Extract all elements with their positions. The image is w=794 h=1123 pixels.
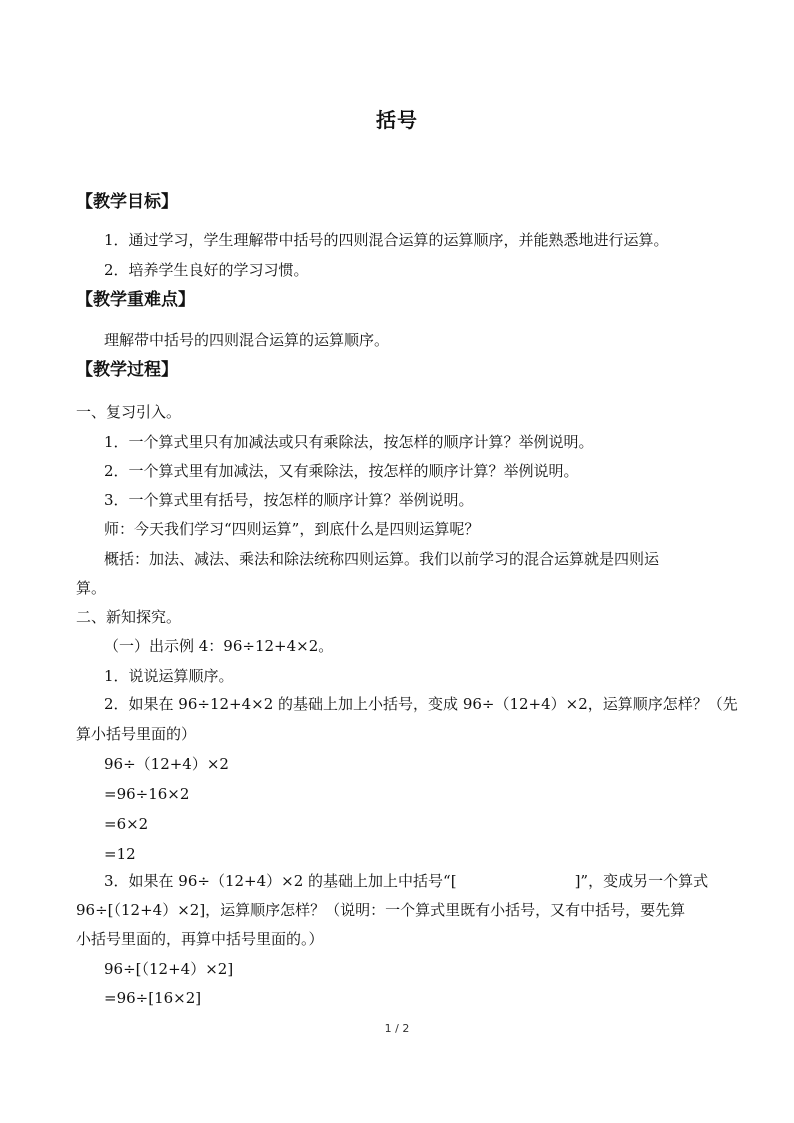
calc-line-2: =96÷16×2 <box>104 785 190 803</box>
goal-1: 1．通过学习，学生理解带中括号的四则混合运算的运算顺序，并能熟悉地进行运算。 <box>104 231 669 249</box>
teacher-line: 师：今天我们学习“四则运算”，到底什么是四则运算呢？ <box>104 520 480 538</box>
process-heading: 【教学过程】 <box>76 360 178 380</box>
calc-line-4: =12 <box>104 845 136 863</box>
key-points-text: 理解带中括号的四则混合运算的运算顺序。 <box>104 331 390 349</box>
step-3-line-1 <box>104 871 708 891</box>
review-question-3: 3．一个算式里有括号，按怎样的顺序计算？举例说明。 <box>104 491 474 509</box>
step-3-line-1-left: 3．如果在 96÷（12+4）×2 的基础上加上中括号“[ <box>104 872 457 890</box>
summary-line-1: 概括：加法、减法、乘法和除法统称四则运算。我们以前学习的混合运算就是四则运 <box>104 550 660 568</box>
step-1: 1．说说运算顺序。 <box>104 667 234 685</box>
review-question-2: 2．一个算式里有加减法，又有乘除法，按怎样的顺序计算？举例说明。 <box>104 462 579 480</box>
review-question-1: 1．一个算式里只有加减法或只有乘除法，按怎样的顺序计算？举例说明。 <box>104 433 594 451</box>
step-2-line-1: 2．如果在 96÷12+4×2 的基础上加上小括号，变成 96÷（12+4）×2，运算顺序怎样？（先 <box>104 695 738 713</box>
explore-heading: 二、新知探究。 <box>76 608 182 626</box>
example-line: （一）出示例 4：96÷12+4×2。 <box>104 637 334 655</box>
goal-2: 2．培养学生良好的学习习惯。 <box>104 261 309 279</box>
calc-line-1: 96÷（12+4）×2 <box>104 755 229 773</box>
page-number: 1 / 2 <box>384 1022 410 1035</box>
step-3-line-1-right: ]”，变成另一个算式 <box>574 872 709 890</box>
calc-line-5: 96÷[（12+4）×2] <box>104 960 234 978</box>
calc-line-6: =96÷[16×2] <box>104 989 202 1007</box>
page-title: 括号 <box>376 108 418 132</box>
step-3-line-3: 小括号里面的，再算中括号里面的。） <box>76 930 324 948</box>
calc-line-3: =6×2 <box>104 815 149 833</box>
step-3-line-2: 96÷[（12+4）×2]，运算顺序怎样？（说明：一个算式里既有小括号，又有中括号，要先算 <box>76 901 686 919</box>
review-heading: 一、复习引入。 <box>76 403 182 421</box>
key-points-heading: 【教学重难点】 <box>76 290 195 310</box>
step-2-line-2: 算小括号里面的） <box>76 725 197 743</box>
summary-line-2: 算。 <box>76 579 107 597</box>
goals-heading: 【教学目标】 <box>76 192 178 212</box>
